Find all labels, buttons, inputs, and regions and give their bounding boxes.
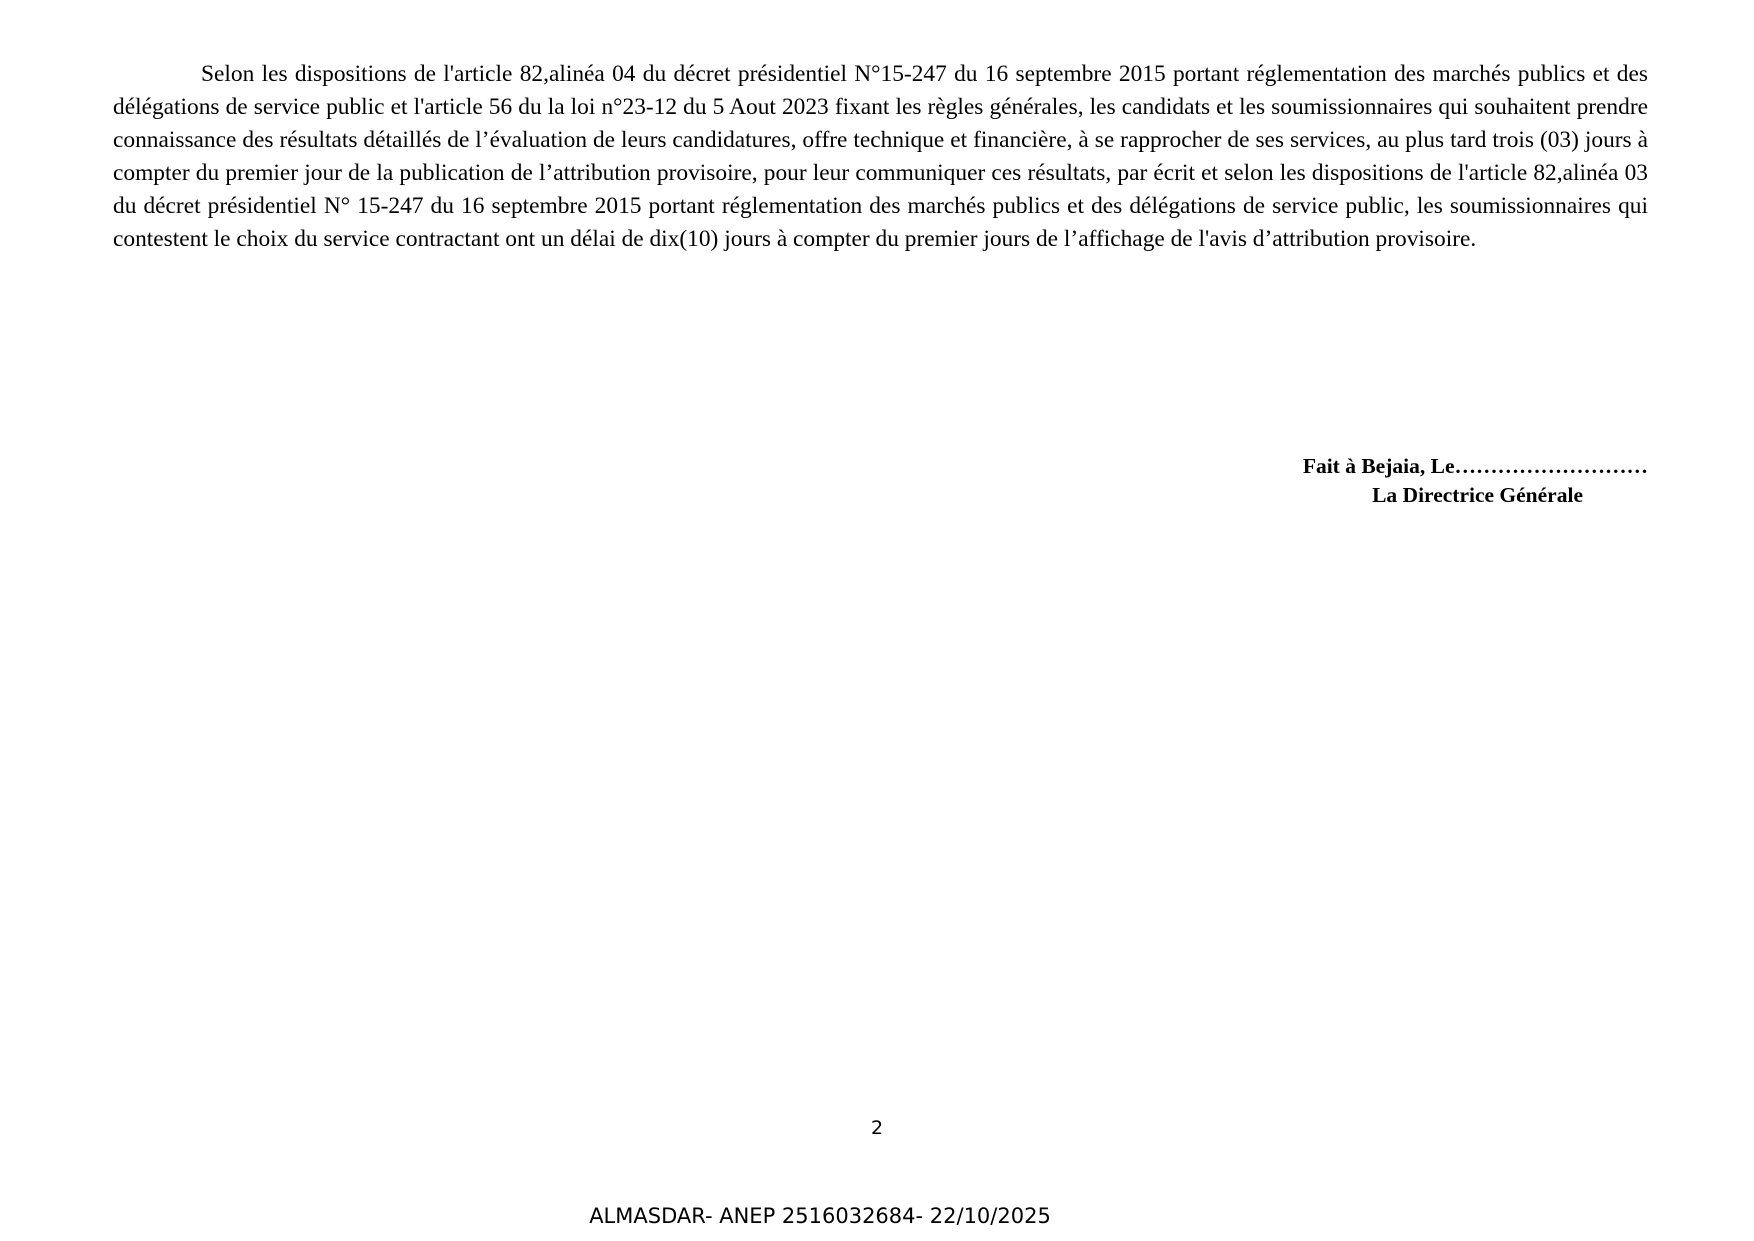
body-paragraph: Selon les dispositions de l'article 82,alinéa 04 du décret présidentiel N°15-247 du 16 septembre 2015 portant réglementation des marchés publics et des délégations de service public et l'article 56 du la loi n°23-12 du 5 Aout 2023 fixant les règles générales, les candidats et les soumissionnaires qui souhaitent prendre connaissance des résultats détaillés de l’évaluation de leurs candidatures, offre technique et financière, à se rapprocher de ses services, au plus tard trois (03) jours à compter du premier jour de la publication de l’attribution provisoire, pour leur communiquer ces résultats, par écrit et selon les dispositions de l'article 82,alinéa 03 du décret présidentiel N° 15-247 du 16 septembre 2015 portant réglementation des marchés publics et des délégations de service public, les soumissionnaires qui contestent le choix du service contractant ont un délai de dix(10) jours à compter du premier jours de l’affichage de l'avis d’attribution provisoire. [113, 61, 1648, 252]
page-number: 2 [870, 1117, 884, 1139]
signatory-title: La Directrice Générale [1372, 483, 1583, 507]
place-date-line: Fait à Bejaia, Le……………………… [1302, 454, 1648, 478]
footer-reference: ALMASDAR- ANEP 2516032684- 22/10/2025 [589, 1204, 1051, 1228]
signature-block [1150, 452, 1648, 510]
